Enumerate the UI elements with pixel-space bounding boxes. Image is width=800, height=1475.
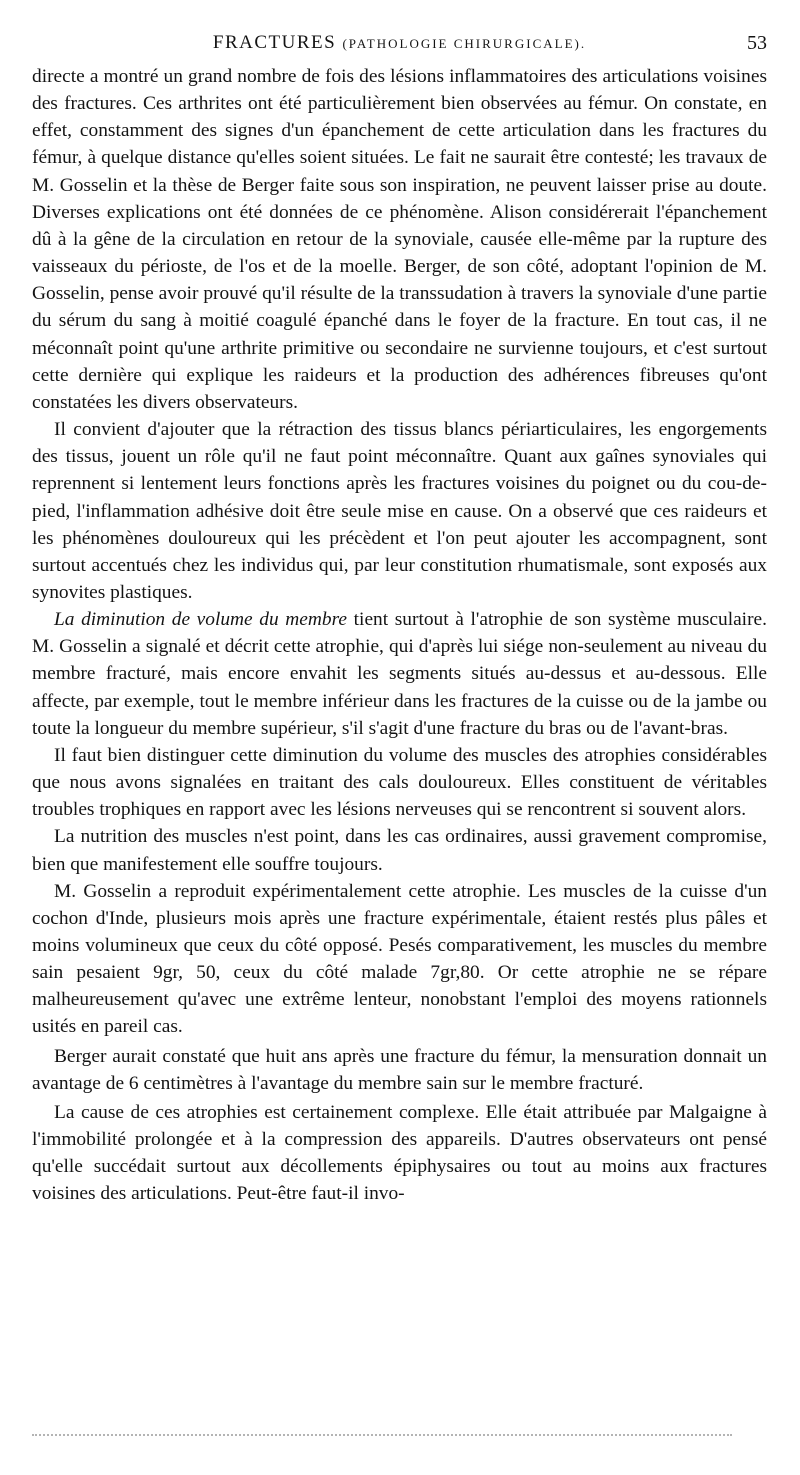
- body-text: [32, 63, 767, 1208]
- paragraph-5: La nutrition des muscles n'est point, dans les cas ordinaires, aussi gravement compromise, bien que manifestement elle souffre toujours.: [32, 826, 767, 875]
- paragraph-3-text: tient surtout à l'atrophie de son système musculaire. M. Gosselin a signalé et décrit cette atrophie, qui d'après lui siége non-seulement au niveau du membre fracturé, mais encore envahit les segments situés au-dessus et au-dessous. Elle affecte, par exemple, tout le membre inférieur dans les fractures de la cuisse ou de la jambe ou toute la longueur du membre supérieur, s'il s'agit d'une fracture du bras ou de l'avant-bras.: [32, 609, 767, 739]
- running-title-subtitle: (PATHOLOGIE CHIRURGICALE).: [342, 36, 587, 51]
- paragraph-3-italic-lead: La diminution de volume du membre: [54, 609, 348, 631]
- running-title-main: FRACTURES: [212, 32, 337, 53]
- paragraph-4: Il faut bien distinguer cette diminution du volume des muscles des atrophies considérables que nous avons signalées en traitant des cals douloureux. Elles constituent de véritables troubles trophiques en rapport avec les lésions nerveuses qui se rencontrent si souvent alors.: [32, 744, 767, 821]
- book-page: [32, 0, 767, 1475]
- paragraph-8: La cause de ces atrophies est certainement complexe. Elle était attribuée par Malgaigne à l'immobilité prolongée et à la compression des appareils. D'autres observateurs ont pensé qu'elle succédait surtout aux décollements épiphysaires ou tout au moins aux fractures voisines des articulations. Peut-être faut-il invo-: [32, 1101, 767, 1205]
- page-bottom-bleed-through: [32, 1434, 732, 1442]
- running-title: [32, 28, 767, 59]
- paragraph-2: Il convient d'ajouter que la rétraction des tissus blancs périarticulaires, les engorgements des tissus, jouent un rôle qu'il ne faut point méconnaître. Quant aux gaînes synoviales qui reprennent si lentement leurs fonctions après les fractures voisines du poignet ou du cou-de-pied, l'inflammation adhésive doit être seule mise en cause. On a observé que ces raideurs et les phénomènes douloureux qui les précèdent et l'on peut ajouter les accompagnent, sont surtout accentués chez les individus qui, par leur constitution rhumatismale, sont exposés aux synovites plastiques.: [32, 419, 767, 603]
- paragraph-1: directe a montré un grand nombre de fois des lésions inflammatoires des articulations voisines des fractures. Ces arthrites ont été particulièrement bien observées au fémur. On constate, en effet, constamment des signes d'un épanchement de cette articulation dans les fractures du fémur, à quelque distance qu'elles soient situées. Le fait ne saurait être contesté; les travaux de M. Gosselin et la thèse de Berger faite sous son inspiration, ne peuvent laisser prise au doute. Diverses explications ont été données de ce phénomène. Alison considérerait l'épanchement dû à la gêne de la circulation en retour de la synoviale, causée elle-même par la rupture des vaisseaux du périoste, de l'os et de la moelle. Berger, de son côté, adoptant l'opinion de M. Gosselin, pense avoir prouvé qu'il résulte de la transsudation à travers la synoviale d'une partie du sérum du sang à moitié coagulé épanché dans le foyer de la fracture. En tout cas, il ne méconnaît point qu'une arthrite primitive ou secondaire ne survienne toujours, et c'est surtout cette dernière qui explique les raideurs et la production des adhérences fibreuses qu'ont constatées les divers observateurs.: [32, 66, 767, 413]
- page-number: 53: [747, 32, 767, 54]
- running-head: [32, 28, 767, 58]
- paragraph-3: [32, 606, 767, 742]
- paragraph-6: M. Gosselin a reproduit expérimentalement cette atrophie. Les muscles de la cuisse d'un cochon d'Inde, plusieurs mois après une fracture expérimentale, étaient restés plus pâles et moins volumineux que ceux du côté opposé. Pesés comparativement, les muscles du membre sain pesaient 9gr, 50, ceux du côté malade 7gr,80. Or cette atrophie ne se répare malheureusement qu'avec une extrême lenteur, nonobstant l'emploi des moyens rationnels usités en pareil cas.: [32, 880, 767, 1038]
- paragraph-7: Berger aurait constaté que huit ans après une fracture du fémur, la mensuration donnait un avantage de 6 centimètres à l'avantage du membre sain sur le membre fracturé.: [32, 1045, 767, 1094]
